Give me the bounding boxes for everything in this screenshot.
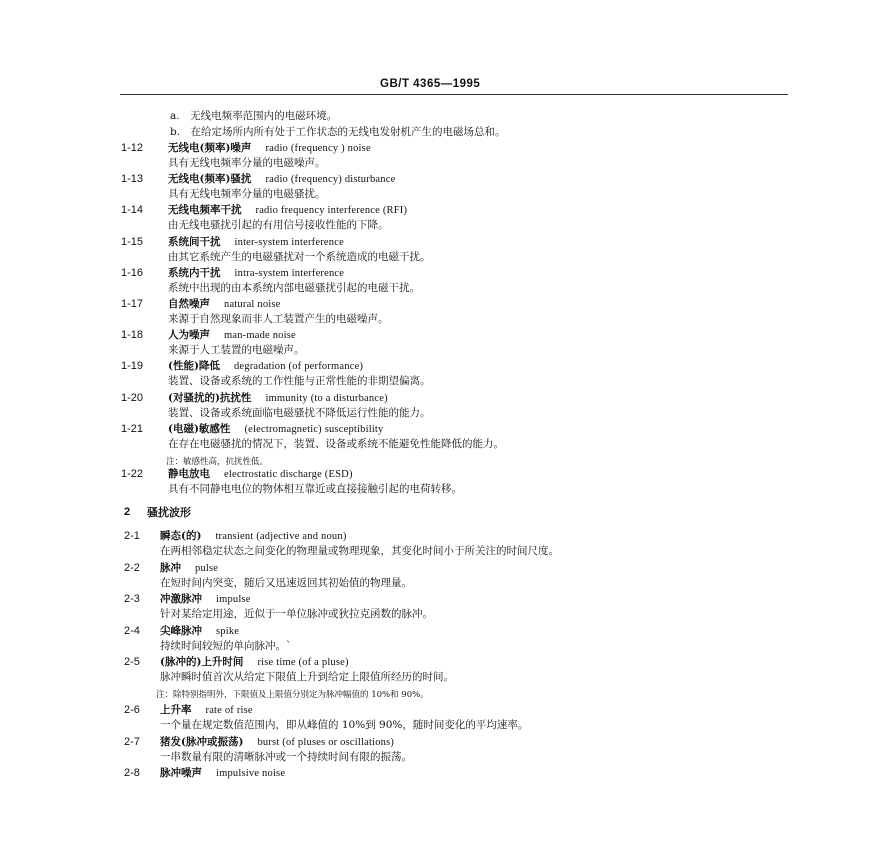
term-number: 2-6 <box>124 704 140 716</box>
term-heading <box>160 530 347 543</box>
term-heading <box>160 767 285 780</box>
term-definition: 装置、设备或系统的工作性能与正常性能的非期望偏离。 <box>168 375 431 388</box>
term-chinese: 自然噪声 <box>168 298 210 310</box>
term-definition: 来源于人工装置的电磁噪声。 <box>168 344 305 357</box>
term-number: 1-16 <box>121 266 144 279</box>
term-chinese: 系统内干扰 <box>168 266 221 279</box>
term-heading <box>168 298 281 311</box>
term-english: radio frequency interference (RFI) <box>255 205 408 217</box>
term-chinese: 脉冲 <box>160 561 181 574</box>
term-english: radio (frequency) disturbance <box>265 174 396 186</box>
term-heading <box>160 562 218 575</box>
term-number: 2-5 <box>124 656 140 668</box>
term-chinese: 无线电(频率)噪声 <box>168 142 252 154</box>
term-definition: 一个量在规定数值范围内，即从峰值的 10%到 90%，随时间变化的平均速率。 <box>160 719 529 731</box>
term-definition: 来源于自然现象而非人工装置产生的电磁噪声。 <box>168 313 389 325</box>
term-number: 1-19 <box>121 360 144 373</box>
term-heading <box>168 360 363 373</box>
list-item-a: a. 无线电频率范围内的电磁环境。 <box>170 110 338 122</box>
term-definition: 针对某给定用途，近似于一单位脉冲或狄拉克函数的脉冲。 <box>160 608 433 620</box>
term-definition: 脉冲瞬时值首次从给定下限值上升到给定上限值所经历的时间。 <box>160 671 454 683</box>
term-english: rise time (of a pluse) <box>257 657 349 668</box>
term-chinese: 上升率 <box>160 704 192 716</box>
term-definition: 持续时间较短的单向脉冲。` <box>160 639 292 652</box>
term-definition: 具有无线电频率分量的电磁骚扰。 <box>168 188 326 201</box>
term-chinese: 尖峰脉冲 <box>160 624 202 637</box>
term-number: 2-8 <box>124 767 140 779</box>
term-chinese: 瞬态(的) <box>160 530 202 542</box>
term-heading <box>160 656 349 669</box>
term-heading <box>160 625 239 638</box>
term-english: rate of rise <box>205 705 253 716</box>
term-heading <box>168 267 344 280</box>
term-number: 2-4 <box>124 624 140 637</box>
term-number: 2-1 <box>124 530 140 542</box>
term-english: electrostatic discharge (ESD) <box>224 469 353 480</box>
term-heading <box>168 329 296 342</box>
term-chinese: 冲激脉冲 <box>160 593 202 605</box>
term-number: 1-22 <box>121 468 144 480</box>
term-english: transient (adjective and noun) <box>215 531 347 542</box>
term-chinese: 猪发(脉冲或振荡) <box>160 735 244 748</box>
term-chinese: 无线电频率干扰 <box>168 204 242 217</box>
term-english: intra-system interference <box>234 267 345 279</box>
section-title: 骚扰波形 <box>147 506 191 519</box>
term-definition: 具有不同静电电位的物体相互靠近或直接接触引起的电荷转移。 <box>168 483 462 495</box>
term-chinese: (脉冲的)上升时间 <box>160 656 244 668</box>
term-english: immunity (to a disturbance) <box>265 392 388 404</box>
term-heading <box>168 142 371 155</box>
term-chinese: 脉冲噪声 <box>160 767 202 779</box>
term-heading <box>168 423 384 436</box>
term-chinese: 人为噪声 <box>168 329 210 342</box>
term-heading <box>168 392 388 405</box>
term-number: 1-20 <box>121 391 144 404</box>
term-definition: 由其它系统产生的电磁骚扰对一个系统造成的电磁干扰。 <box>168 250 431 263</box>
term-number: 2-2 <box>124 561 140 574</box>
page-header: GB/T 4365—1995 <box>380 78 481 90</box>
term-number: 1-18 <box>121 329 144 342</box>
term-definition: 具有无线电频率分量的电磁噪声。 <box>168 157 326 169</box>
term-english: inter-system interference <box>234 236 344 248</box>
header-rule <box>120 94 788 95</box>
term-english: spike <box>216 625 240 637</box>
term-english: impulsive noise <box>216 768 286 779</box>
term-chinese: (性能)降低 <box>168 360 220 373</box>
term-chinese: 系统间干扰 <box>168 235 221 248</box>
term-english: pulse <box>195 562 219 574</box>
term-english: degradation (of performance) <box>233 361 364 373</box>
term-definition: 在短时间内突变，随后又迅速返回其初始值的物理量。 <box>160 576 412 589</box>
term-number: 2-7 <box>124 735 140 748</box>
term-english: man-made noise <box>224 330 296 342</box>
term-english: burst (of pluses or oscillations) <box>257 736 395 748</box>
term-english: (electromagnetic) susceptibility <box>244 423 384 435</box>
term-definition: 由无线电骚扰引起的有用信号接收性能的下降。 <box>168 219 389 232</box>
term-definition: 在两相邻稳定状态之间变化的物理量或物理现象，其变化时间小于所关注的时间尺度。 <box>160 545 559 557</box>
term-english: natural noise <box>224 299 281 310</box>
term-number: 2-3 <box>124 593 140 605</box>
term-number: 1-14 <box>121 204 144 217</box>
term-definition: 装置、设备或系统面临电磁骚扰不降低运行性能的能力。 <box>168 406 431 419</box>
term-chinese: 无线电(频率)骚扰 <box>168 173 252 186</box>
term-heading <box>168 236 344 249</box>
term-number: 1-17 <box>121 298 144 310</box>
term-definition: 一串数量有限的清晰脉冲或一个持续时间有限的振荡。 <box>160 750 412 763</box>
term-definition: 在存在电磁骚扰的情况下，装置、设备或系统不能避免性能降低的能力。 <box>168 437 504 450</box>
note-1: 注：敏感性高，抗扰性低。 <box>166 457 269 467</box>
section-number: 2 <box>124 506 131 518</box>
term-heading <box>160 736 394 749</box>
term-english: radio (frequency ) noise <box>265 143 371 154</box>
term-chinese: (电磁)敏感性 <box>168 422 231 435</box>
term-chinese: 静电放电 <box>168 468 210 480</box>
term-heading <box>168 468 353 481</box>
term-english: impulse <box>216 594 251 605</box>
term-number: 1-15 <box>121 235 144 248</box>
term-heading <box>168 173 395 186</box>
term-chinese: (对骚扰的)抗扰性 <box>168 391 252 404</box>
term-heading <box>160 704 253 717</box>
term-number: 1-12 <box>121 142 144 154</box>
term-definition: 系统中出现的由本系统内部电磁骚扰引起的电磁干扰。 <box>168 281 420 294</box>
term-number: 1-13 <box>121 173 144 186</box>
list-item-b: b. 在给定场所内所有处于工作状态的无线电发射机产生的电磁场总和。 <box>170 126 506 138</box>
term-number: 1-21 <box>121 422 144 435</box>
term-heading <box>168 204 407 217</box>
note-2: 注：除特别指明外，下限值及上限值分别定为脉冲幅值的 10%和 90%。 <box>156 690 429 700</box>
term-heading <box>160 593 251 606</box>
